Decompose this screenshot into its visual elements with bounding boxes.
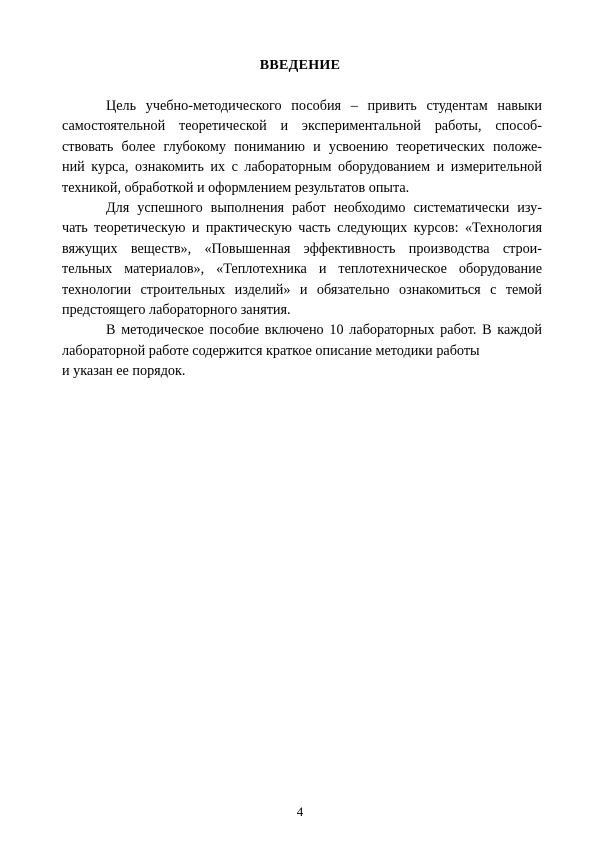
text-line: вяжущих веществ», «Повышенная эффективность производства строи-: [62, 240, 542, 257]
page-title: ВВЕДЕНИЕ: [259, 58, 341, 73]
text-line: чать теоретическую и практическую часть следующих курсов: «Технология: [62, 220, 542, 237]
text-line: Для успешного выполнения работ необходимо систематически изу-: [106, 200, 542, 217]
text-line: ствовать более глубокому пониманию и усвоению теоретических положе-: [62, 138, 542, 155]
paragraph-3: [62, 320, 542, 381]
page-number: 4: [296, 804, 304, 819]
text-line: ний курса, ознакомить их с лабораторным оборудованием и измерительной: [62, 159, 542, 176]
text-line: тельных материалов», «Теплотехника и теплотехническое оборудование: [62, 261, 542, 278]
paragraph-1: [62, 96, 542, 198]
text-line: и указан ее порядок.: [62, 363, 186, 380]
text-line: самостоятельной теоретической и экспериментальной работы, способ-: [62, 118, 542, 135]
text-line: техникой, обработкой и оформлением результатов опыта.: [62, 179, 410, 196]
text-line: В методическое пособие включено 10 лабораторных работ. В каждой: [106, 322, 542, 339]
text-line: технологии строительных изделий» и обязательно ознакомиться с темой: [62, 281, 542, 298]
text-line: лабораторной работе содержится краткое описание методики работы: [62, 342, 480, 359]
text-line: Цель учебно-методического пособия – привить студентам навыки: [106, 98, 542, 114]
body-text: [62, 96, 542, 382]
paragraph-2: [62, 198, 542, 320]
text-line: предстоящего лабораторного занятия.: [62, 302, 291, 319]
